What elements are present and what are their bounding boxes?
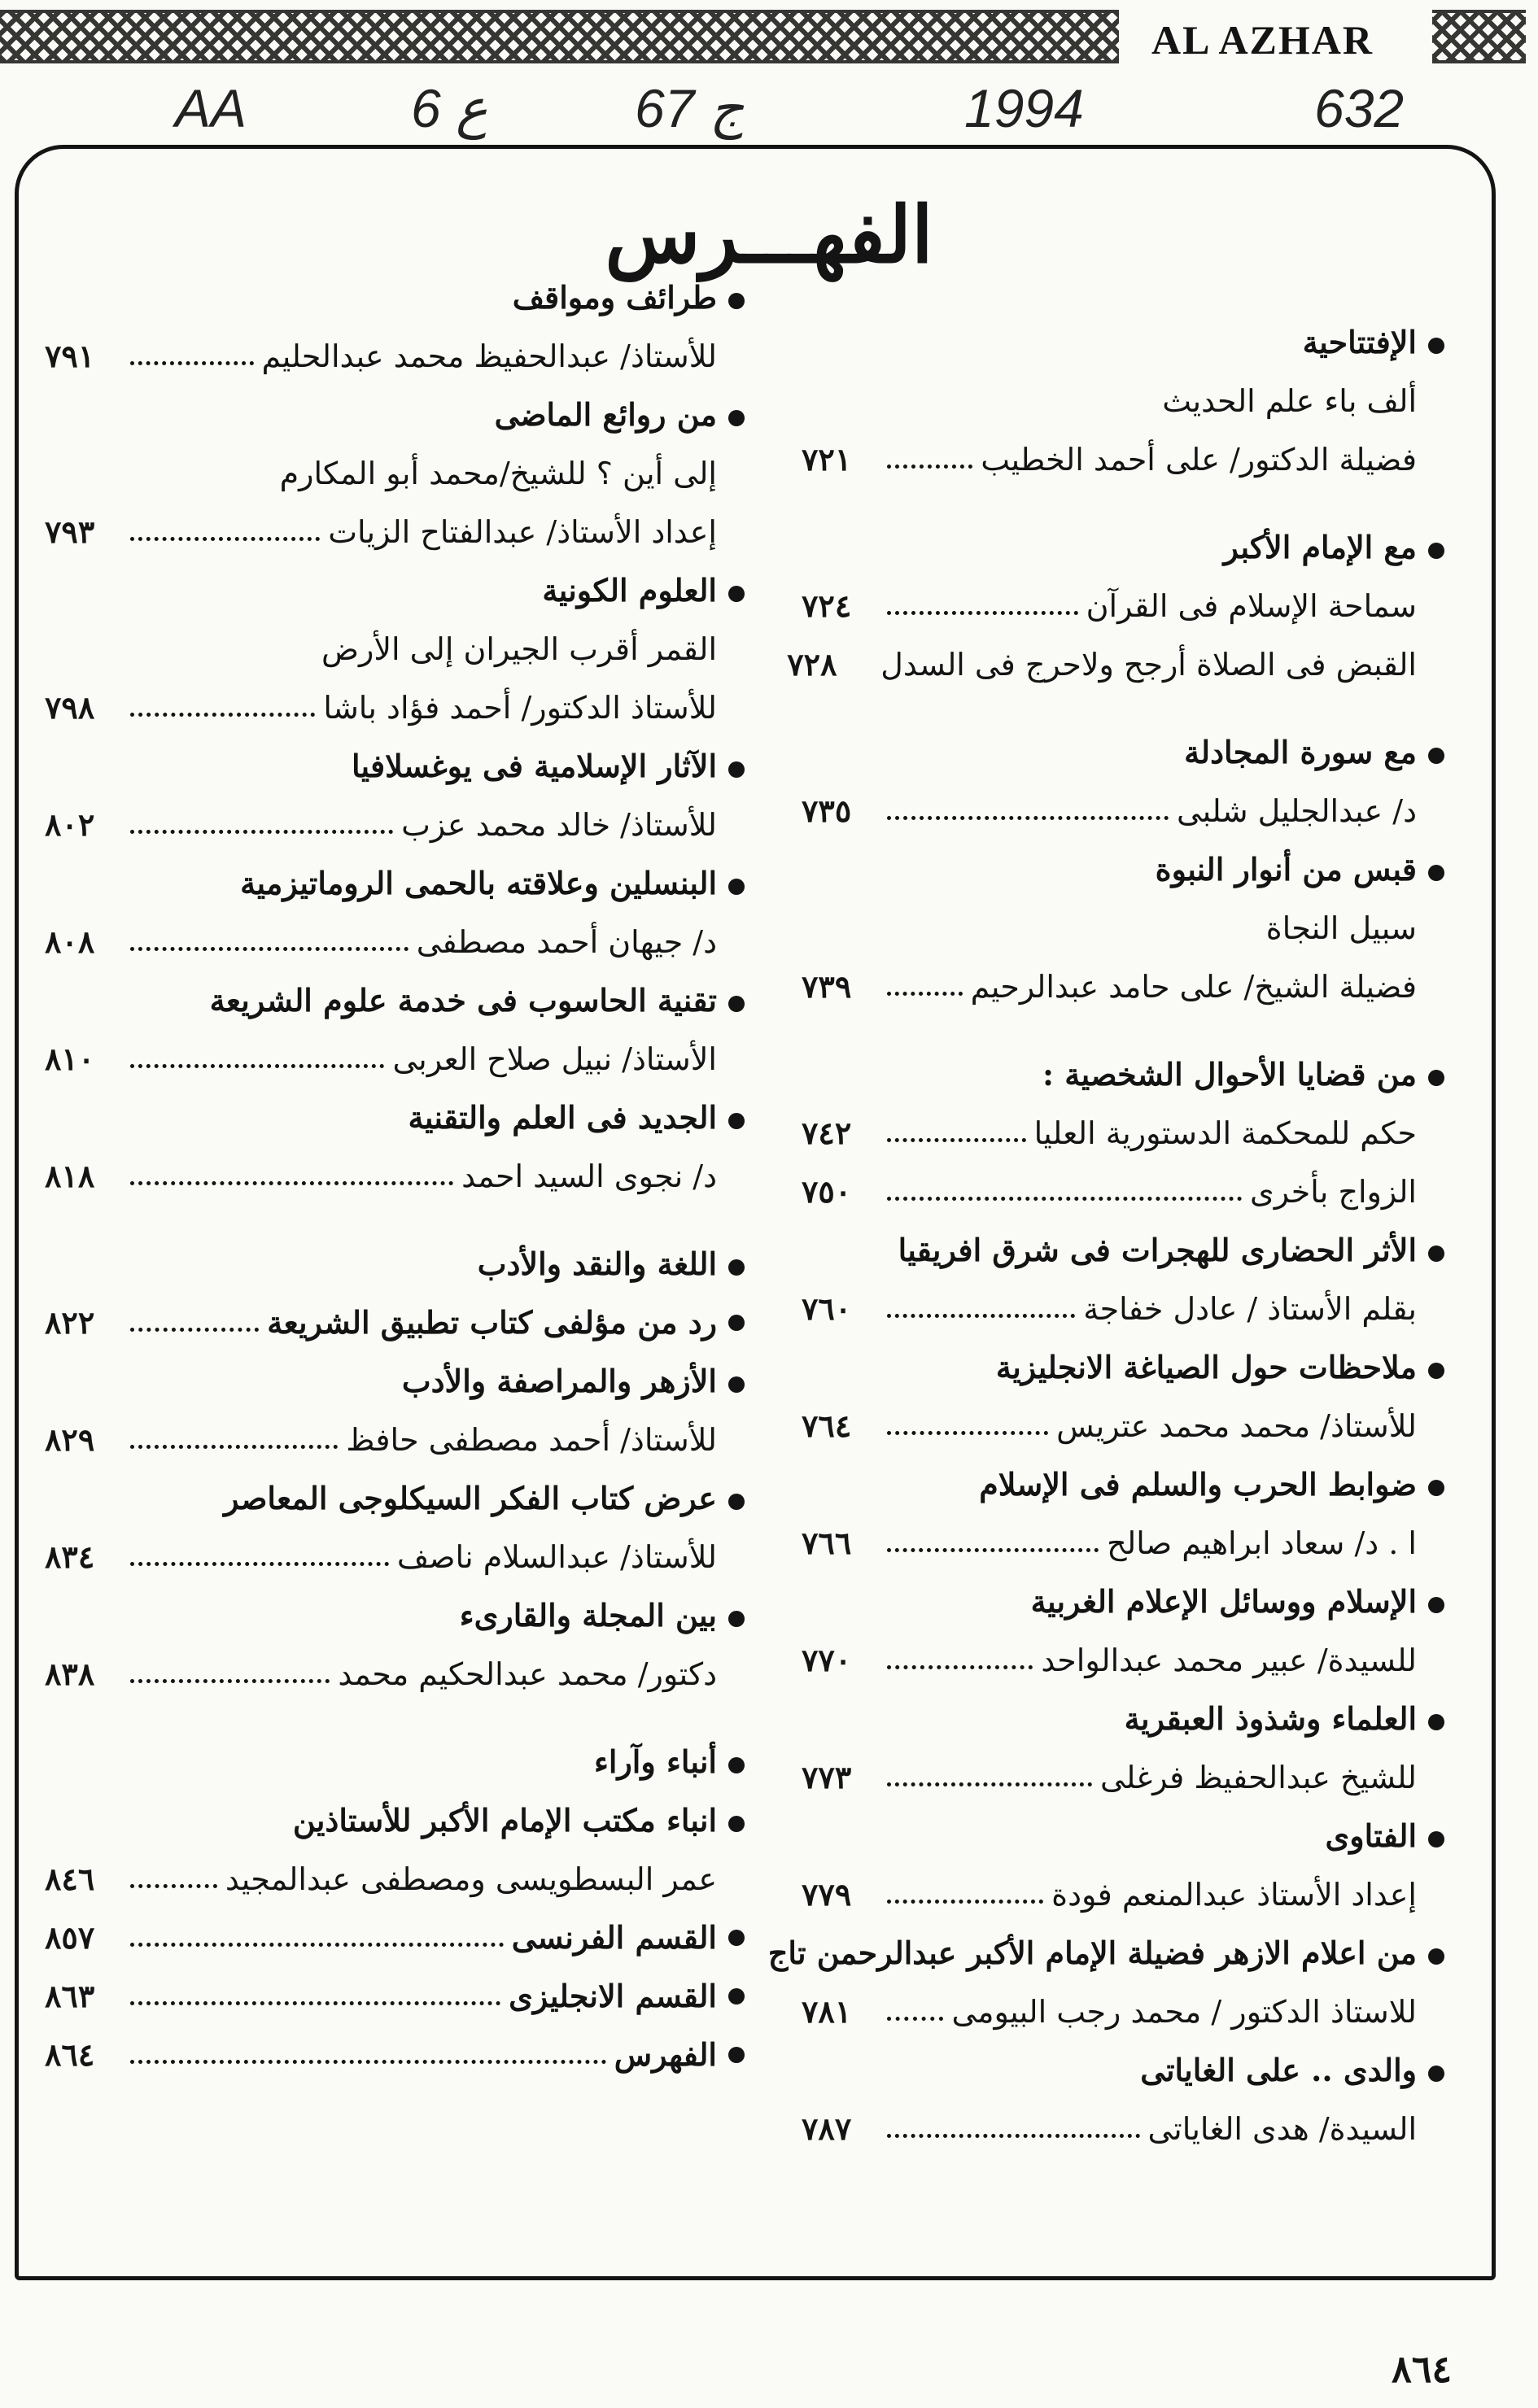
dot-leader (887, 1782, 1092, 1786)
entry-text: اللغة والنقد والأدب (477, 1245, 717, 1282)
section-heading (45, 1967, 745, 2026)
dot-leader (887, 2134, 1140, 2138)
page-ref: ٧٣٩ (802, 968, 852, 1005)
bullet-icon (1428, 1714, 1444, 1730)
handwritten-note-1: AA (175, 78, 247, 138)
page-ref: ٧٩١ (45, 338, 95, 374)
bullet-icon (1428, 1070, 1444, 1086)
entry-text: للاستاذ الدكتور / محمد رجب البيومى (951, 1994, 1417, 2030)
bullet-icon (728, 1315, 745, 1331)
dot-leader (130, 1064, 384, 1068)
entry-text: حكم للمحكمة الدستورية العليا (1033, 1115, 1417, 1151)
bullet-icon (728, 293, 745, 309)
toc-entry (802, 1748, 1444, 1807)
entry-text: الإسلام ووسائل الإعلام الغربية (1030, 1583, 1417, 1620)
bullet-icon (1428, 1948, 1444, 1965)
section-heading (45, 386, 745, 444)
bullet-icon (728, 761, 745, 778)
toc-entry (45, 1528, 745, 1586)
page-ref: ٧٧٣ (802, 1759, 852, 1795)
handwritten-note-5: 632 (1314, 78, 1405, 138)
entry-text: الأزهر والمراصفة والأدب (401, 1363, 717, 1399)
article-subtitle (802, 899, 1444, 958)
handwritten-note-2: 6 ع (411, 78, 488, 138)
entry-text: ضوابط الحرب والسلم فى الإسلام (979, 1466, 1417, 1503)
entry-text: القمر أقرب الجيران إلى الأرض (321, 631, 717, 667)
entry-text: للسيدة/ عبير محمد عبدالواحد (1041, 1642, 1417, 1678)
bullet-icon (728, 586, 745, 602)
entry-text: فضيلة الشيخ/ على حامد عبدالرحيم (970, 969, 1417, 1005)
dot-leader (887, 1314, 1075, 1318)
entry-text: الجديد فى العلم والتقنية (408, 1099, 717, 1136)
page-title: الفهـــرس (605, 189, 933, 281)
entry-text: إعداد الأستاذ/ عبدالفتاح الزيات (328, 514, 717, 550)
entry-text: القبض فى الصلاة أرجح ولاحرج فى السدل (880, 647, 1417, 683)
bullet-icon (728, 1611, 745, 1627)
entry-text: قبس من أنوار النبوة (1155, 851, 1417, 888)
entry-text: الزواج بأخرى (1250, 1174, 1417, 1210)
page-ref: ٨٦٤ (45, 2036, 95, 2073)
section-heading (802, 1338, 1444, 1397)
entry-text: الفهرس (614, 2036, 717, 2073)
entry-text: إلى أين ؟ للشيخ/محمد أبو المكارم (279, 456, 717, 491)
page-ref: ٨٥٧ (45, 1919, 95, 1956)
dot-leader (887, 816, 1169, 820)
bullet-icon (728, 410, 745, 426)
page-ref: ٧٥٠ (802, 1173, 852, 1210)
section-heading (802, 1690, 1444, 1748)
page-ref: ٧٢٨ (787, 646, 837, 683)
page-ref: ٨٢٢ (45, 1304, 95, 1341)
entry-text: القسم الانجليزى (509, 1978, 717, 2014)
dot-leader (130, 947, 409, 951)
section-heading (45, 268, 745, 327)
page-ref: ٧٨١ (802, 1993, 852, 2030)
header-band (0, 0, 1538, 73)
page-ref: ٧٦٤ (802, 1407, 852, 1444)
spacer (802, 694, 1444, 723)
page-ref: ٧٤٢ (802, 1115, 852, 1151)
bullet-icon (728, 1376, 745, 1393)
toc-entry (802, 1397, 1444, 1455)
entry-text: طرائف ومواقف (512, 279, 717, 316)
entry-text: من قضايا الأحوال الشخصية : (1042, 1056, 1417, 1093)
toc-entry (802, 1631, 1444, 1690)
section-heading (802, 313, 1444, 372)
entry-text: الأثر الحضارى للهجرات فى شرق افريقيا (898, 1232, 1417, 1268)
bullet-icon (1428, 1245, 1444, 1262)
section-heading (45, 854, 745, 913)
section-heading (45, 1235, 745, 1293)
entry-text: دكتور/ محمد عبدالحكيم محمد (338, 1656, 717, 1692)
entry-text: مع الإمام الأكبر (1223, 529, 1417, 565)
section-heading (802, 1045, 1444, 1104)
dot-leader (130, 713, 315, 717)
entry-text: للشيخ عبدالحفيظ فرغلى (1100, 1760, 1417, 1795)
entry-text: مع سورة المجادلة (1184, 734, 1417, 770)
dot-leader (130, 537, 320, 541)
toc-entry (45, 1147, 745, 1206)
entry-text: العلماء وشذوذ العبقرية (1124, 1700, 1417, 1737)
entry-text: الإفتتاحية (1302, 324, 1417, 360)
handwritten-note-3: 67 ج (635, 78, 745, 138)
dot-leader (130, 1328, 259, 1332)
bullet-icon (1428, 865, 1444, 881)
section-heading (45, 1733, 745, 1791)
dot-leader (130, 1562, 389, 1566)
dot-leader (130, 361, 254, 365)
dot-leader (887, 465, 972, 469)
page-ref: ٧٦٠ (802, 1290, 852, 1327)
handwritten-note-4: 1994 (964, 78, 1084, 138)
bullet-icon (1428, 1597, 1444, 1613)
dot-leader (887, 1138, 1026, 1142)
spacer (45, 1703, 745, 1733)
section-heading (802, 840, 1444, 899)
entry-text: للأستاذ/ خالد محمد عزب (401, 807, 717, 843)
entry-text: انباء مكتب الإمام الأكبر للأستاذين (292, 1802, 717, 1839)
section-heading (802, 1455, 1444, 1514)
entry-text: والدى .. على الغاياتى (1140, 2052, 1417, 2088)
spacer (802, 489, 1444, 518)
section-heading (802, 1221, 1444, 1280)
bullet-icon (728, 1113, 745, 1129)
entry-text: للأستاذ الدكتور/ أحمد فؤاد باشا (323, 690, 717, 726)
entry-text: بقلم الأستاذ / عادل خفاجة (1083, 1291, 1417, 1327)
bullet-icon (728, 1988, 745, 2004)
journal-name: AL AZHAR (1151, 17, 1374, 63)
toc-entry (802, 1865, 1444, 1924)
entry-text: سماحة الإسلام فى القرآن (1086, 588, 1417, 624)
toc-entry (802, 958, 1444, 1016)
section-heading (45, 1791, 745, 1850)
dot-leader (130, 1679, 330, 1683)
dot-leader (887, 2017, 943, 2021)
entry-text: للأستاذ/ محمد محمد عتريس (1056, 1408, 1417, 1444)
entry-text: فضيلة الدكتور/ على أحمد الخطيب (981, 442, 1417, 478)
toc-entry (45, 327, 745, 386)
page-ref: ٨٢٩ (45, 1421, 95, 1458)
dot-leader (130, 2060, 606, 2064)
bullet-icon (728, 1816, 745, 1832)
toc-entry (802, 2100, 1444, 2158)
bullet-icon (728, 1757, 745, 1773)
dot-leader (130, 1943, 504, 1947)
toc-entry (45, 1645, 745, 1703)
right-column (767, 313, 1444, 2158)
toc-entry (802, 1163, 1444, 1221)
ornamental-border (0, 10, 1119, 63)
toc-entry (802, 430, 1444, 489)
entry-text: البنسلين وعلاقته بالحمى الروماتيزمية (240, 865, 717, 901)
page-ref: ٧٨٧ (802, 2110, 852, 2147)
page-ref: ٨١٠ (45, 1040, 95, 1077)
toc-entry (802, 1983, 1444, 2041)
page-ref: ٨٦٣ (45, 1978, 95, 2014)
section-heading (45, 1586, 745, 1645)
page-ref: ٨٣٨ (45, 1656, 95, 1692)
entry-text: ا . د/ سعاد ابراهيم صالح (1107, 1525, 1417, 1561)
dot-leader (130, 1884, 217, 1888)
bullet-icon (1428, 748, 1444, 764)
page-ref: ٧٢١ (802, 441, 852, 478)
page-ref: ٧٧٠ (802, 1642, 852, 1678)
page-ref: ٨٠٨ (45, 923, 95, 960)
toc-entry (802, 1514, 1444, 1573)
entry-text: من اعلام الازهر فضيلة الإمام الأكبر عبدالرحمن تاج (767, 1935, 1417, 1971)
entry-text: العلوم الكونية (542, 572, 717, 609)
section-heading (802, 1807, 1444, 1865)
entry-text: الآثار الإسلامية فى يوغسلافيا (351, 748, 717, 784)
entry-text: القسم الفرنسى (511, 1919, 717, 1956)
entry-text: السيدة/ هدى الغاياتى (1147, 2111, 1417, 2147)
entry-text: بين المجلة والقارىء (459, 1597, 717, 1634)
dot-leader (130, 1181, 453, 1185)
article-subtitle (802, 372, 1444, 430)
section-heading (45, 1909, 745, 1967)
section-heading (45, 2026, 745, 2084)
entry-text: د/ جيهان أحمد مصطفى (416, 924, 717, 960)
ornamental-border-right (1432, 10, 1526, 63)
bullet-icon (1428, 543, 1444, 559)
entry-text: ألف باء علم الحديث (1162, 383, 1417, 419)
dot-leader (887, 1900, 1043, 1904)
left-column (45, 268, 745, 2084)
section-heading (45, 971, 745, 1030)
section-heading (802, 723, 1444, 782)
page-ref: ٧٩٨ (45, 689, 95, 726)
entry-text: للأستاذ/ عبدالسلام ناصف (396, 1539, 717, 1575)
bullet-icon (728, 1494, 745, 1510)
entry-text: عمر البسطويسى ومصطفى عبدالمجيد (225, 1861, 717, 1897)
entry-text: عرض كتاب الفكر السيكلوجى المعاصر (224, 1480, 717, 1516)
bullet-icon (1428, 1831, 1444, 1847)
page-ref: ٨٣٤ (45, 1538, 95, 1575)
bullet-icon (728, 1259, 745, 1276)
toc-entry (802, 1104, 1444, 1163)
dot-leader (887, 1197, 1242, 1201)
toc-entry (802, 577, 1444, 635)
entry-text: د/ عبدالجليل شلبى (1176, 793, 1417, 829)
toc-entry (45, 1411, 745, 1469)
entry-text: الفتاوى (1325, 1817, 1417, 1854)
entry-text: سبيل النجاة (1265, 910, 1417, 946)
page-ref: ٧٦٦ (802, 1525, 852, 1561)
entry-text: رد من مؤلفى كتاب تطبيق الشريعة (267, 1304, 717, 1341)
dot-leader (887, 1548, 1099, 1552)
page-ref: ٨٤٦ (45, 1861, 95, 1897)
toc-entry (45, 678, 745, 737)
section-heading (45, 737, 745, 796)
entry-text: أنباء وآراء (594, 1743, 717, 1780)
bullet-icon (1428, 338, 1444, 354)
page-ref: ٧٩٣ (45, 513, 95, 550)
section-heading (45, 1352, 745, 1411)
section-heading (767, 1924, 1444, 1983)
bullet-icon (1428, 2066, 1444, 2082)
entry-text: تقنية الحاسوب فى خدمة علوم الشريعة (209, 982, 717, 1019)
page-ref: ٧٧٩ (802, 1876, 852, 1913)
dot-leader (130, 2001, 500, 2005)
page-ref: ٨١٨ (45, 1158, 95, 1194)
dot-leader (887, 992, 963, 996)
section-heading (802, 1573, 1444, 1631)
toc-entry (802, 1280, 1444, 1338)
dot-leader (887, 1431, 1048, 1435)
toc-entry (802, 782, 1444, 840)
entry-text: للأستاذ/ عبدالحفيظ محمد عبدالحليم (261, 338, 717, 374)
dot-leader (887, 1665, 1033, 1669)
section-heading (802, 2041, 1444, 2100)
toc-entry (45, 913, 745, 971)
entry-text: من روائع الماضى (494, 396, 717, 433)
section-heading (45, 1293, 745, 1352)
bullet-icon (728, 1930, 745, 1946)
entry-text: الأستاذ/ نبيل صلاح العربى (392, 1041, 717, 1077)
bullet-icon (1428, 1480, 1444, 1496)
section-heading (45, 1088, 745, 1147)
toc-entry (45, 1030, 745, 1088)
article-subtitle (45, 444, 745, 503)
toc-entry (45, 1850, 745, 1909)
dot-leader (130, 1445, 338, 1449)
bullet-icon (728, 996, 745, 1012)
section-heading (802, 518, 1444, 577)
entry-text: د/ نجوى السيد احمد (461, 1158, 717, 1194)
bullet-icon (728, 2047, 745, 2063)
spacer (802, 1016, 1444, 1045)
entry-text: للأستاذ/ أحمد مصطفى حافظ (346, 1422, 717, 1458)
toc-entry (45, 503, 745, 561)
spacer (45, 1206, 745, 1235)
dot-leader (887, 611, 1078, 615)
page-ref: ٨٠٢ (45, 806, 95, 843)
section-heading (45, 1469, 745, 1528)
bullet-icon (1428, 1363, 1444, 1379)
entry-text: ملاحظات حول الصياغة الانجليزية (995, 1349, 1417, 1385)
page-ref: ٧٣٥ (802, 792, 852, 829)
section-heading (45, 561, 745, 620)
article-subtitle (45, 620, 745, 678)
entry-text: إعداد الأستاذ عبدالمنعم فودة (1051, 1877, 1417, 1913)
page-number: ٨٦٤ (1392, 2347, 1453, 2391)
toc-entry (787, 635, 1444, 694)
bullet-icon (728, 879, 745, 895)
dot-leader (130, 830, 393, 834)
page-ref: ٧٢٤ (802, 587, 852, 624)
toc-entry (45, 796, 745, 854)
